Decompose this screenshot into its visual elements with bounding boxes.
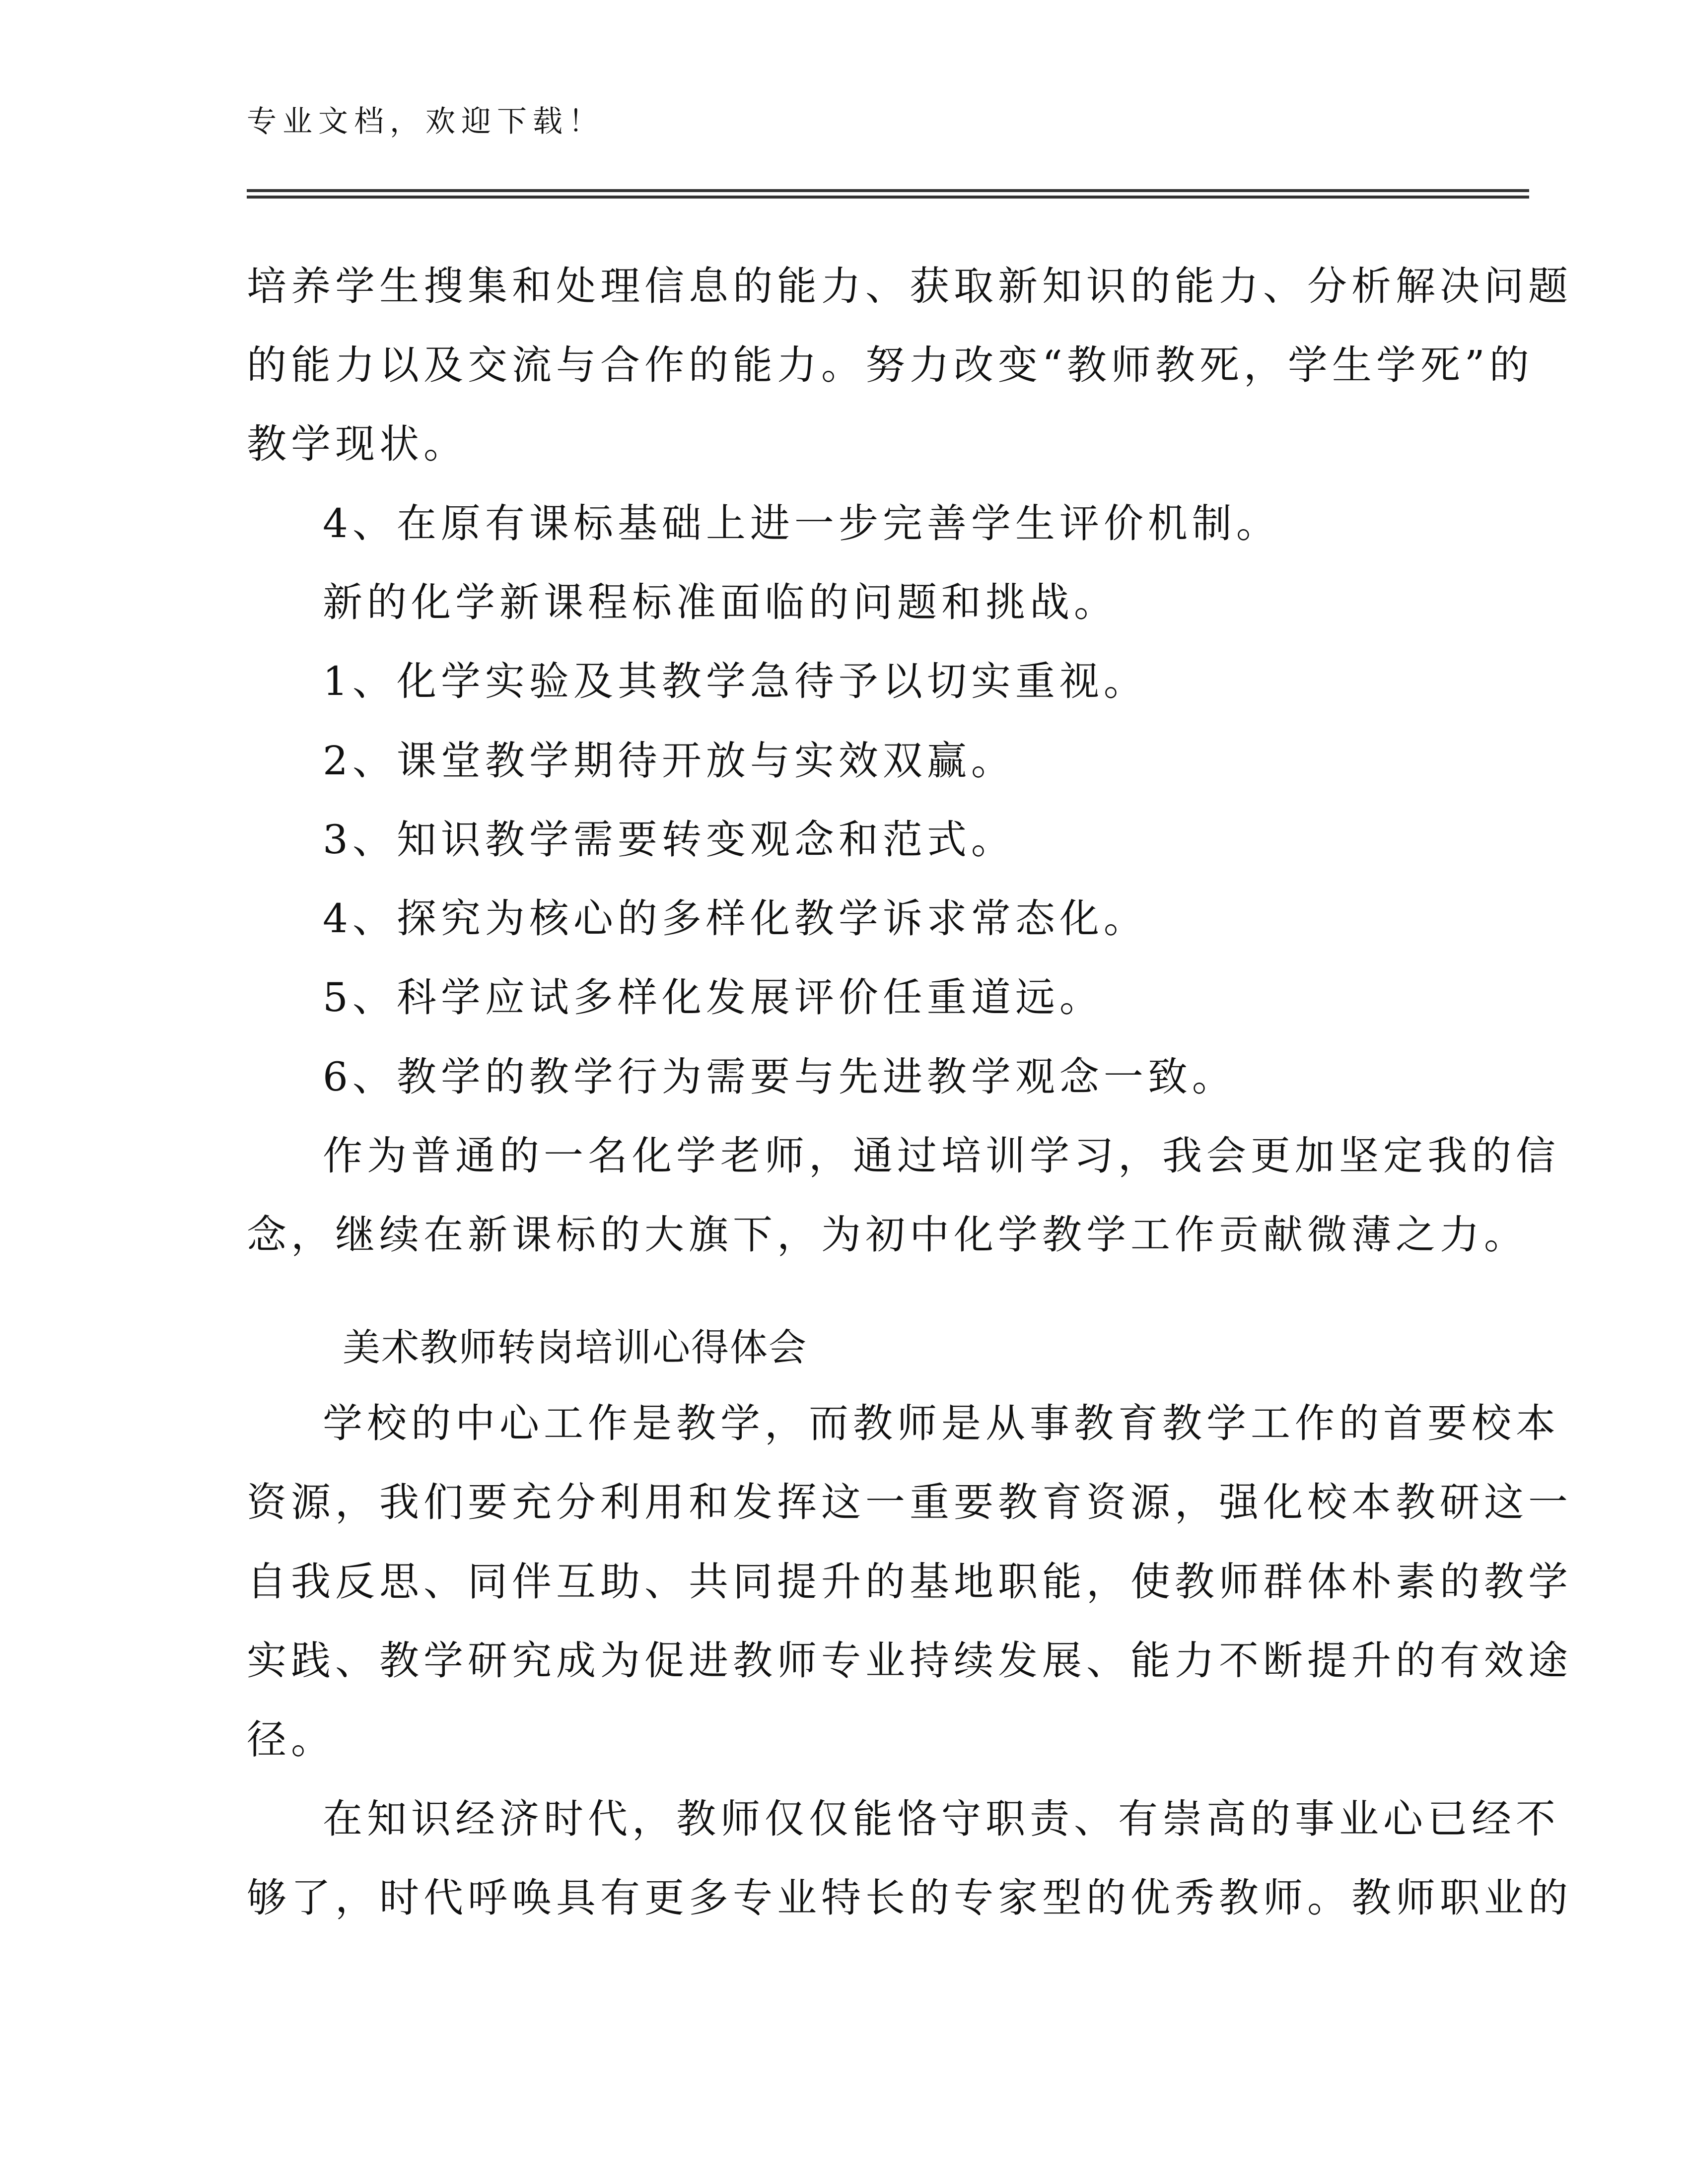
header-rule-top xyxy=(247,189,1529,192)
paragraph-line: 新的化学新课程标准面临的问题和挑战。 xyxy=(323,579,1118,625)
header-text: 专业文档，欢迎下载！ xyxy=(247,104,604,139)
paragraph-line: 4、在原有课标基础上进一步完善学生评价机制。 xyxy=(323,500,1280,546)
paragraph-line: 作为普通的一名化学老师，通过培训学习，我会更加坚定我的信 xyxy=(323,1133,1560,1179)
list-item: 1、化学实验及其教学急待予以切实重视。 xyxy=(323,658,1148,704)
paragraph-line: 实践、教学研究成为促进教师专业持续发展、能力不断提升的有效途 xyxy=(247,1638,1572,1684)
list-item: 2、课堂教学期待开放与实效双赢。 xyxy=(323,738,1015,784)
section-title: 美术教师转岗培训心得体会 xyxy=(343,1325,807,1369)
paragraph-line: 念，继续在新课标的大旗下，为初中化学教学工作贡献微薄之力。 xyxy=(247,1212,1528,1258)
paragraph-line: 自我反思、同伴互助、共同提升的基地职能，使教师群体朴素的教学 xyxy=(247,1559,1572,1605)
list-item: 3、知识教学需要转变观念和范式。 xyxy=(323,817,1015,863)
paragraph-line: 在知识经济时代，教师仅仅能恪守职责、有崇高的事业心已经不 xyxy=(323,1796,1560,1842)
paragraph-line: 教学现状。 xyxy=(247,421,468,467)
paragraph-line: 资源，我们要充分利用和发挥这一重要教育资源，强化校本教研这一 xyxy=(247,1479,1572,1525)
list-item: 5、科学应试多样化发展评价任重道远。 xyxy=(323,974,1104,1021)
paragraph-line: 够了，时代呼唤具有更多专业特长的专家型的优秀教师。教师职业的 xyxy=(247,1875,1572,1921)
list-item: 4、探究为核心的多样化教学诉求常态化。 xyxy=(323,895,1148,942)
header-rule-bottom xyxy=(247,196,1529,199)
paragraph-line: 学校的中心工作是教学，而教师是从事教育教学工作的首要校本 xyxy=(323,1400,1560,1446)
paragraph-line: 的能力以及交流与合作的能力。努力改变“教师教死，学生学死”的 xyxy=(247,342,1534,388)
list-item: 6、教学的教学行为需要与先进教学观念一致。 xyxy=(323,1054,1236,1100)
paragraph-line: 培养学生搜集和处理信息的能力、获取新知识的能力、分析解决问题 xyxy=(247,263,1572,309)
paragraph-line: 径。 xyxy=(247,1716,335,1763)
